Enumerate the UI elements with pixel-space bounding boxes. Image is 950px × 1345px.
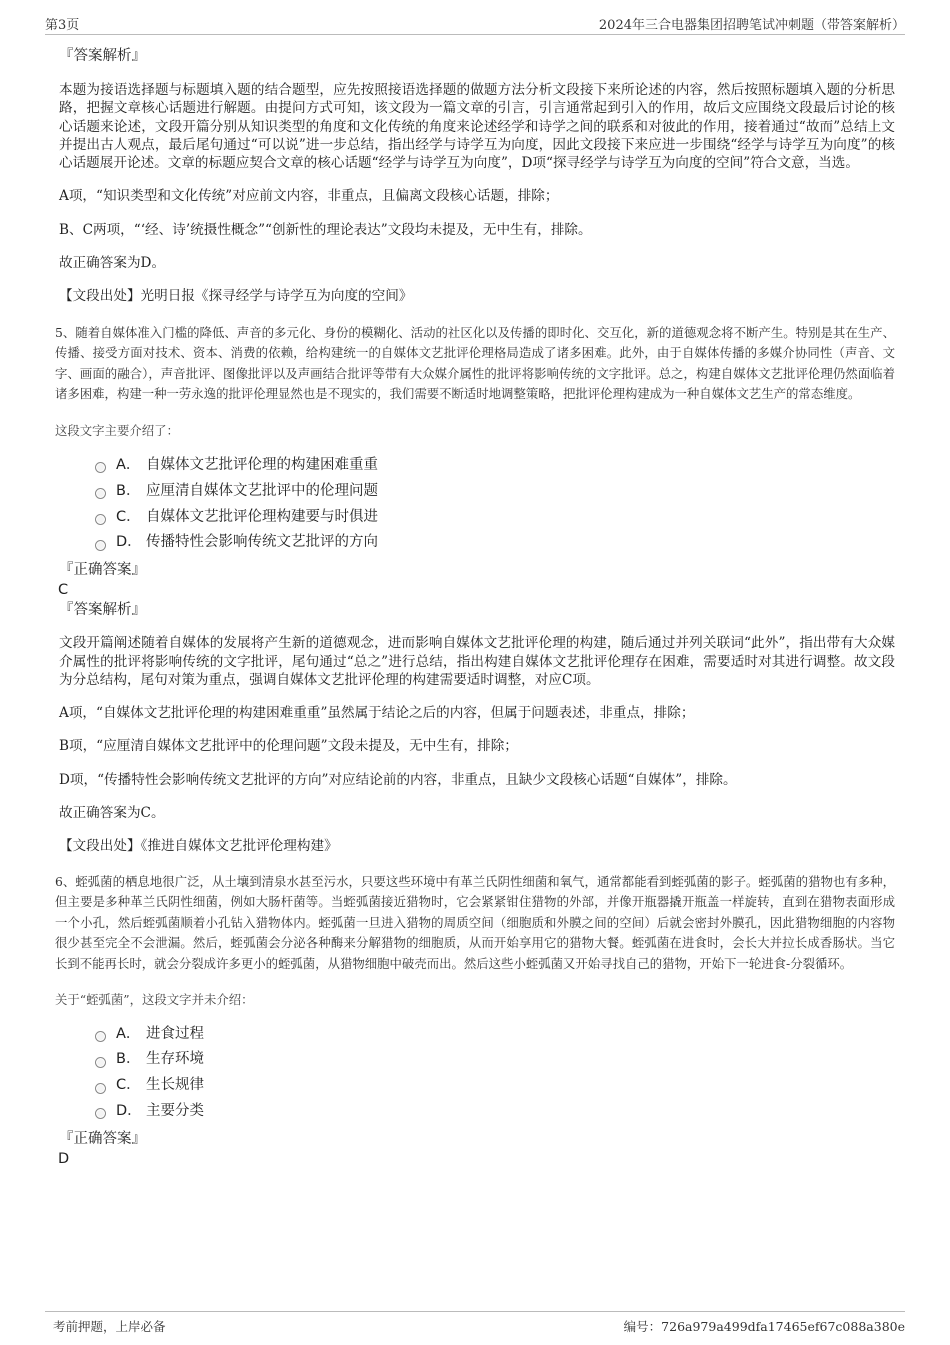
radio-button-icon[interactable] [95,1031,106,1042]
radio-button-icon[interactable] [95,514,106,525]
radio-button-icon[interactable] [95,1057,106,1068]
option-letter: A． [116,1025,141,1042]
q5-answer: C [58,582,69,599]
option-letter: C． [116,1077,141,1094]
q5-conclusion: 故正确答案为C。 [59,805,165,822]
q6-option-a[interactable] [95,1022,895,1048]
q5-answer-label: 『正确答案』 [59,562,146,579]
q5-analysis: 文段开篇阐述随着自媒体的发展将产生新的道德观念，进而影响自媒体文艺批评伦理的构建，随后通过并列关联词“此外”，指出带有大众媒介属性的批评将影响传统的文字批评，尾句通过“总之”进行总结，指出构建自媒体文艺批评伦理存在困难，需要适时对其进行调整。故文段为分总结构，尾句对策为重点，强调自媒体文艺批评伦理的构建需要适时调整，对应C项。 [59,635,895,688]
q4-option-bc-note: B、C两项，“‘经、诗’统摄性概念”“创新性的理论表达”文段均未提及，无中生有，排除。 [59,221,592,238]
radio-button-icon[interactable] [95,488,106,499]
q6-text: 6、蛭弧菌的栖息地很广泛，从土壤到清泉水甚至污水，只要这些环境中有革兰氏阴性细菌和氧气，通常都能看到蛭弧菌的影子。蛭弧菌的猎物也有多种，但主要是多种革兰氏阴性细菌，例如大肠杆菌等。当蛭弧菌接近猎物时，它会紧紧钳住猎物的外部，并像开瓶器撬开瓶盖一样旋转，直到在猎物表面形成一个小孔，然后蛭弧菌顺着小孔钻入猎物体内。蛭弧菌一旦进入猎物的周质空间（细胞质和外膜之间的空间）后就会密封外膜孔，因此猎物细胞的内容物很少甚至完全不会泄漏。然后，蛭弧菌会分泌各种酶来分解猎物的细胞质，从而开始享用它的猎物大餐。蛭弧菌在进食时，会长大并拉长成香肠状。当它长到不能再长时，就会分裂成许多更小的蛭弧菌，从猎物细胞中破壳而出。然后这些小蛭弧菌又开始寻找自己的猎物，开始下一轮进食-分裂循环。 [55,873,895,971]
option-text: 自媒体文艺批评伦理的构建困难重重 [146,457,378,474]
option-letter: B． [116,1051,141,1068]
option-letter: B． [116,482,141,499]
option-text: 传播特性会影响传统文艺批评的方向 [146,534,378,551]
q5-option-b[interactable] [95,479,895,505]
option-text: 生存环境 [146,1051,204,1068]
option-letter: C． [116,508,141,525]
q6-answer-label: 『正确答案』 [59,1130,146,1147]
q5-option-d[interactable] [95,530,895,556]
page-number: 第3页 [45,18,80,33]
radio-button-icon[interactable] [95,1083,106,1094]
q4-conclusion: 故正确答案为D。 [59,255,166,272]
q5-option-c[interactable] [95,505,895,531]
q6-prompt: 关于“蛭弧菌”，这段文字并未介绍： [55,991,254,1007]
option-text: 自媒体文艺批评伦理构建要与时俱进 [146,508,378,525]
q5-text: 5、随着自媒体准入门槛的降低、声音的多元化、身份的模糊化、活动的社区化以及传播的即时化、交互化，新的道德观念将不断产生。特别是其在生产、传播、接受方面对技术、资本、消费的依赖，给构建统一的自媒体文艺批评伦理格局造成了诸多困难。此外，由于自媒体传播的多媒介协同性（声音、文字、画面的融合），声音批评、图像批评以及声画结合批评等带有大众媒介属性的批评将影响传统的文字批评。总之，构建自媒体文艺批评伦理仍然面临着诸多困难，构建一种一劳永逸的批评伦理显然也是不现实的，我们需要不断适时地调整策略，把批评伦理构建成为一种自媒体文艺生产的常态维度。 [55,324,895,402]
document-code: 编号：726a979a499dfa17465ef67c088a380e [623,1319,905,1334]
q5-option-d-note: D项，“传播特性会影响传统文艺批评的方向”对应结论前的内容，非重点，且缺少文段核心话题“自媒体”，排除。 [59,771,737,788]
radio-button-icon[interactable] [95,540,106,551]
q5-source: 【文段出处】《推进自媒体文艺批评伦理构建》 [59,838,338,855]
q4-analysis-label: 『答案解析』 [59,48,146,64]
option-text: 应厘清自媒体文艺批评中的伦理问题 [146,482,378,499]
document-title: 2024年三合电器集团招聘笔试冲刺题（带答案解析） [598,18,905,33]
radio-button-icon[interactable] [95,462,106,473]
q5-option-a[interactable] [95,453,895,479]
q4-option-a-note: A项，“知识类型和文化传统”对应前文内容，非重点，且偏离文段核心话题，排除； [59,188,559,205]
footer-slogan: 考前押题，上岸必备 [53,1319,166,1334]
q5-analysis-label: 『答案解析』 [59,602,146,619]
radio-button-icon[interactable] [95,1108,106,1119]
q4-source: 【文段出处】光明日报《探寻经学与诗学互为向度的空间》 [59,288,413,305]
q6-options [95,1022,895,1125]
page-header [45,12,905,35]
page-footer [45,1311,905,1336]
option-text: 生长规律 [146,1077,204,1094]
q6-answer: D [58,1150,70,1167]
option-text: 进食过程 [146,1025,204,1042]
q6-option-d[interactable] [95,1099,895,1125]
q5-options [95,453,895,556]
q5-option-b-note: B项，“应厘清自媒体文艺批评中的伦理问题”文段未提及，无中生有，排除； [59,738,518,755]
q6-option-c[interactable] [95,1073,895,1099]
q5-option-a-note: A项，“自媒体文艺批评伦理的构建困难重重”虽然属于结论之后的内容，但属于问题表述，非重点，排除； [59,705,695,722]
page-content [55,42,895,1169]
q5-prompt: 这段文字主要介绍了： [55,423,179,439]
q4-analysis: 本题为接语选择题与标题填入题的结合题型，应先按照接语选择题的做题方法分析文段接下来所论述的内容，然后按照标题填入题的分析思路，把握文章核心话题进行解题。由提问方式可知，该文段为一篇文章的引言，引言通常起到引入的作用，故后文应围绕文段最后讨论的核心话题来论述，文段开篇分别从知识类型的角度和文化传统的角度来论述经学和诗学之间的联系和对彼此的作用，接着通过“故而”总结上文并提出古人观点，最后尾句通过“可以说”进一步总结，指出经学与诗学互为向度，因此文段接下来应进一步围绕“经学与诗学互为向度”的核心话题展开论述。文章的标题应契合文章的核心话题“经学与诗学互为向度”，D项“探寻经学与诗学互为向度的空间”符合文意，当选。 [59,82,895,172]
option-letter: A． [116,457,141,474]
option-letter: D． [116,534,142,551]
option-text: 主要分类 [146,1102,204,1119]
option-letter: D． [116,1102,142,1119]
q6-option-b[interactable] [95,1047,895,1073]
